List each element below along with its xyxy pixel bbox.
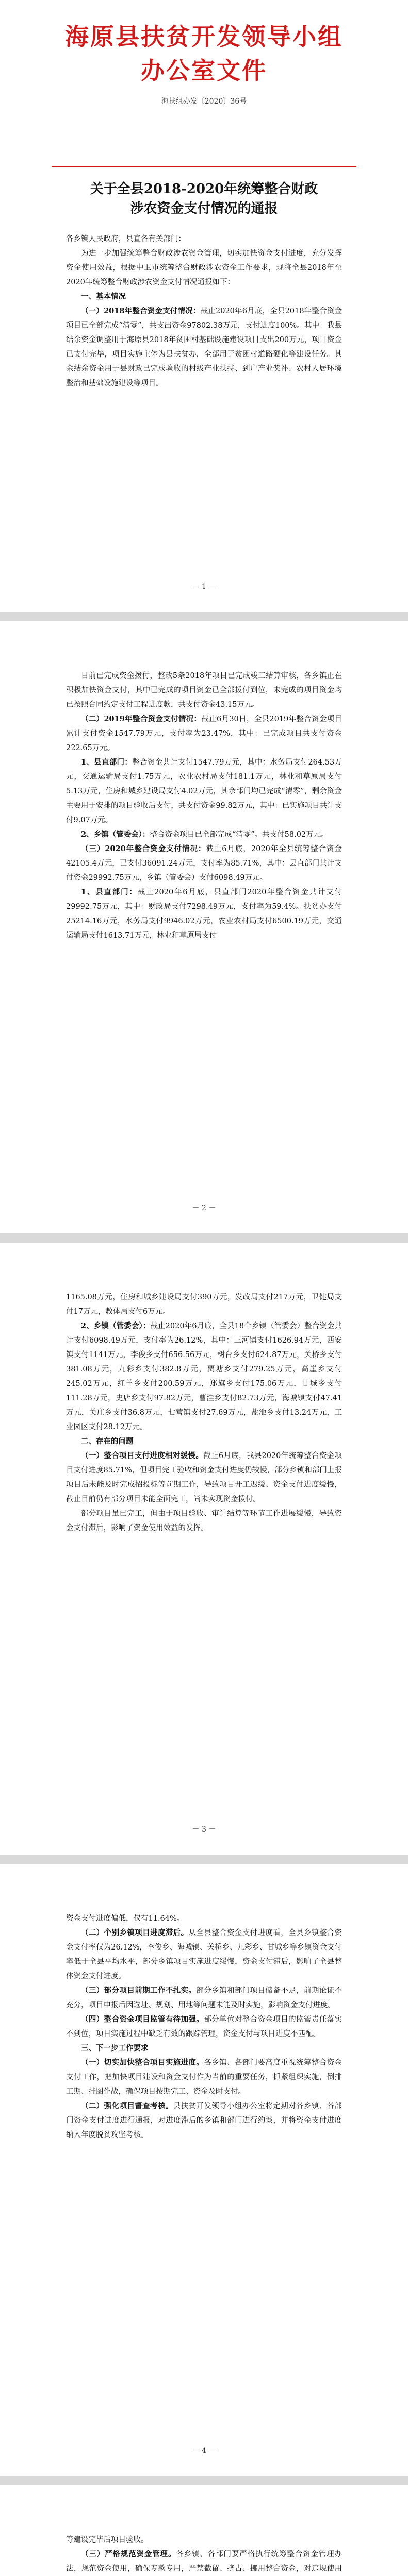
page-3 — [0, 1243, 408, 1855]
paragraph-continued: 等建设完毕后项目验收。 — [66, 2536, 149, 2544]
label-county-depts-2020: 1、县直部门： — [81, 888, 138, 896]
paragraph-county-depts-2019 — [66, 755, 342, 827]
title-line1: 关于全县2018-2020年统筹整合财政 — [90, 181, 318, 197]
text-req-2: 县扶贫开发领导小组办公室将定期对各乡镇、各部门资金支付进度进行通报，对进度滞后的乡镇和部门进行约谈，并将资金支付进度纳入年度脱贫攻坚考核。 — [66, 2102, 342, 2139]
subheading-2018: （一）2018年整合资金支付情况： — [81, 307, 201, 315]
text-req-3: 各乡镇、各部门要严格执行统筹整合资金管理办法，规范资金使用，确保专款专用，严禁截留、挤占、挪用整合资金，对违规使用 — [66, 2550, 342, 2573]
paragraph-2019 — [66, 712, 342, 755]
paragraph-req-1 — [66, 2056, 342, 2099]
page-1 — [0, 0, 408, 612]
page-number: － 1 － — [192, 583, 216, 591]
paragraph-issue-2 — [66, 1926, 342, 1984]
label-townships: 2、乡镇（管委会）： — [81, 830, 150, 839]
page3-body — [66, 1290, 342, 1535]
paragraph-continued: 资金支付进度偏低，仅有11.64%。 — [66, 1914, 185, 1923]
subheading-issue-4: （四）整合资金项目监管有待加强。 — [81, 2015, 204, 2024]
page2-body — [66, 669, 342, 943]
label-townships-2020: 2、乡镇（管委会）： — [81, 1321, 151, 1330]
subheading-req-3: （三）严格规范资金管理。 — [81, 2550, 176, 2558]
section-heading-2: 二、存在的问题 — [81, 1437, 134, 1446]
text-2019: 截止6月30日，全县2019年整合资金项目累计支付资金1547.79万元，支付率为23.47%，其中：已完成项目共支付资金222.65万元。 — [66, 715, 342, 752]
paragraph-2020 — [66, 842, 342, 885]
text-issue-3: 部分乡镇和部门项目储备不足，前期论证不充分，项目申报后因选址、规划、用地等问题未能及时实施，影响资金支付进度。 — [66, 1987, 342, 2009]
page-number: － 3 － — [192, 1825, 216, 1834]
section-heading-3: 三、下一步工作要求 — [81, 2044, 149, 2053]
subheading-2020: （三）2020年整合资金支付情况： — [81, 844, 206, 853]
text-county-depts-2020: 截止2020年6月底，县直部门2020年整合资金共计支付29992.75万元，其中：财政局支付7298.49万元，支付率为59.4%。扶贫办支付25214.16万元，水务局支付9946.02万元，农业农村局支付6500.19万元，交通运输局支付1613.71万元，林业和草原局支付 — [66, 888, 342, 940]
text-townships-2020: 截止2020年6月底，全县18个乡镇（管委会）整合资金共计支付6098.49万元，支付率为26.12%，其中：三河镇支付1626.94万元，西安镇支付1141万元，李俊乡支付656.56万元，树台乡支付624.87万元，关桥乡支付381.08万元，九彩乡支付382.8万元，贾塘乡支付279.25万元，高崖乡支付245.02万元，红羊乡支付200.59万元，郑旗乡支付175.06万元，甘城乡支付111.28万元，史店乡支付97.82万元，曹洼乡支付82.73万元，海城镇支付47.41万元，关庄乡支付36.8万元，七营镇支付27.69万元，盐池乡支付13.24万元，工业园区支付28.12万元。 — [66, 1322, 342, 1431]
subheading-req-2: （二）强化项目督查考核。 — [81, 2102, 173, 2110]
page5-body — [66, 2533, 342, 2576]
label-county-depts: 1、县直部门： — [81, 758, 133, 767]
paragraph-townships-2019 — [66, 827, 342, 842]
paragraph-county-depts-2020 — [66, 885, 342, 943]
page-number: － 4 － — [192, 2447, 216, 2455]
subheading-2019: （二）2019年整合资金支付情况： — [81, 715, 202, 723]
page-5 — [0, 2485, 408, 2576]
addressee: 各乡镇人民政府，县直各有关部门： — [66, 235, 186, 243]
subheading-issue-3: （三）部分项目前期工作不扎实。 — [81, 1986, 197, 1995]
doc-header-line1: 海原县扶贫开发领导小组 — [65, 23, 343, 50]
subheading-req-1: （一）切实加快整合项目实施进度。 — [81, 2058, 204, 2067]
text-2018: 截止2020年6月底，全县2018年整合资金项目已全部完成“清零”，共支出资金97802.38万元，支付进度100%。其中：我县结余资金调整用于海原县2018年贫困村基础设施建设项目支出200万元，项目资金已支付完毕，项目实施主体为县扶贫办，全部用于贫困村道路硬化等建设任务。其余结余资金用于县财政已完成验收的村级产业扶持、到户产业奖补、农村人居环境整治和基础设施建设等项目。 — [66, 307, 342, 387]
text-issue-1: 截止6月底，我县2020年统筹整合资金项目支付进度85.71%，但项目完工验收和资金支付进度仍较慢，部分乡镇和部门上报项目后未能及时完成招投标等前期工作，导致项目开工迟缓、资金支付进度缓慢，截止目前仍有部分项目未能全面完工，尚未实现资金拨付。 — [66, 1452, 342, 1503]
paragraph-continued: 1165.08万元，住房和城乡建设局支付390万元，发改局支付217万元，卫健局支付17万元，教体局支付6万元。 — [66, 1293, 342, 1316]
text-issue-2: 从全县整合资金支付进度看，全县乡镇整合资金支付率仅为26.12%，李俊乡、海城镇、关桥乡、九彩乡、甘城乡等乡镇资金支付率低于全县平均水平，部分乡镇项目实施进度缓慢，资金支付滞后，影响了全县整体资金支付进度。 — [66, 1929, 342, 1980]
text-req-1: 各乡镇、各部门要高度重视统筹整合资金支付工作，把加快项目建设和资金支付作为当前的重要任务，抓紧组织实施，倒排工期、挂图作战，确保项目按期完工、资金及时支付。 — [66, 2059, 342, 2096]
paragraph-continued: 目前已完成资金拨付，整改5条2018年项目已完成竣工结算审核，各乡镇正在积极加快资金支付，其中已完成的项目资金已全部拨付到位，未完成的项目资金均已按照合同约定支付工程进度款，共支付资金43.15万元。 — [66, 672, 342, 709]
doc-number: 海扶组办发〔2020〕36号 — [161, 97, 247, 106]
doc-header-line2: 办公室文件 — [141, 57, 267, 84]
title-line2: 涉农资金支付情况的通报 — [130, 201, 278, 216]
paragraph-issue-1b: 部分项目虽已完工，但由于项目验收、审计结算等环节工作进展缓慢，导致资金支付滞后，影响了资金使用效益的发挥。 — [66, 1510, 342, 1532]
text-townships-2019: 整合资金项目已全部完成“清零”。共支付58.02万元。 — [150, 831, 329, 839]
paragraph-issue-4 — [66, 2012, 342, 2041]
paragraph-req-2 — [66, 2099, 342, 2142]
paragraph-2018 — [66, 304, 342, 391]
paragraph-issue-1 — [66, 1449, 342, 1506]
section-heading-1: 一、基本情况 — [81, 293, 126, 301]
red-divider — [52, 166, 356, 167]
doc-title — [52, 179, 356, 218]
intro-paragraph: 为进一步加强统筹整合财政涉农资金管理，切实加快资金支付进度，充分发挥资金使用效益，根据中卫市统筹整合财政涉农资金工作要求，现将全县2018年至2020年统筹整合财政涉农资金支付情况通报如下： — [66, 249, 342, 286]
text-county-depts-2019: 整合资金共计支付1547.79万元，其中：水务局支付264.53万元，交通运输局支付1.75万元，农业农村局支付181.1万元，林业和草原局支付5.13万元，住房和城乡建设局支付4.02万元，其余部门均已完成“清零”，剩余资金主要用于安排的项目验收后支付，共支付资金99.82万元，其中：已实施项目共计支付9.07万元。 — [66, 758, 342, 824]
text-issue-4: 部分单位对整合资金项目的监管责任落实不到位，项目实施过程中缺乏有效的跟踪管理，资金支付与项目进度不匹配。 — [66, 2015, 342, 2038]
paragraph-townships-2020 — [66, 1319, 342, 1434]
text-2020: 截止6月底，2020年全县统筹整合资金42105.4万元，已支付36091.24万元，支付率为85.71%，其中：县直部门共计支付资金29992.75万元，乡镇（管委会）支付6098.49万元。 — [66, 845, 342, 882]
subheading-issue-1: （一）整合项目支付进度相对缓慢。 — [81, 1451, 204, 1460]
paragraph-issue-3 — [66, 1984, 342, 2012]
page-2 — [0, 621, 408, 1233]
page-4 — [0, 1864, 408, 2476]
page1-body — [66, 232, 342, 391]
subheading-issue-2: （二）个别乡镇项目进度滞后。 — [81, 1928, 189, 1937]
paragraph-req-3 — [66, 2547, 342, 2576]
page-number: － 2 － — [192, 1204, 216, 1212]
page4-body — [66, 1911, 342, 2142]
